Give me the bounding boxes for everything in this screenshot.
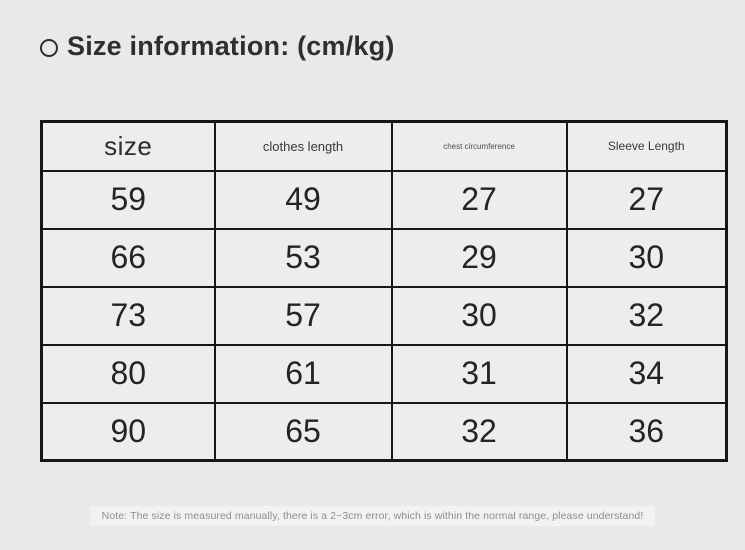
table-cell: 73 [42, 287, 215, 345]
table-cell: 49 [215, 171, 392, 229]
circle-outline-icon [40, 39, 58, 57]
table-cell: 53 [215, 229, 392, 287]
table-cell: 59 [42, 171, 215, 229]
table-header-row [42, 122, 727, 171]
column-header-clothes-length: clothes length [215, 122, 392, 171]
section-header [40, 31, 395, 62]
table-cell: 34 [567, 345, 727, 403]
table-row [42, 171, 727, 229]
table-cell: 36 [567, 403, 727, 461]
table-cell: 32 [567, 287, 727, 345]
page-title: Size information: (cm/kg) [67, 31, 395, 61]
table-cell: 29 [392, 229, 567, 287]
column-header-sleeve-length: Sleeve Length [567, 122, 727, 171]
table-row [42, 345, 727, 403]
size-table [40, 120, 728, 462]
table-cell: 65 [215, 403, 392, 461]
table-row [42, 287, 727, 345]
table-cell: 31 [392, 345, 567, 403]
table-cell: 80 [42, 345, 215, 403]
table-cell: 27 [567, 171, 727, 229]
column-header-size: size [42, 122, 215, 171]
measurement-note: Note: The size is measured manually, there is a 2~3cm error, which is within the normal range, please understand! [90, 506, 656, 526]
table-cell: 30 [392, 287, 567, 345]
table-cell: 30 [567, 229, 727, 287]
table-row [42, 403, 727, 461]
table-row [42, 229, 727, 287]
column-header-chest-circumference: chest circumference [392, 122, 567, 171]
table-cell: 90 [42, 403, 215, 461]
table-cell: 32 [392, 403, 567, 461]
table-cell: 57 [215, 287, 392, 345]
note-row [0, 506, 745, 526]
table-cell: 61 [215, 345, 392, 403]
table-cell: 66 [42, 229, 215, 287]
table-cell: 27 [392, 171, 567, 229]
